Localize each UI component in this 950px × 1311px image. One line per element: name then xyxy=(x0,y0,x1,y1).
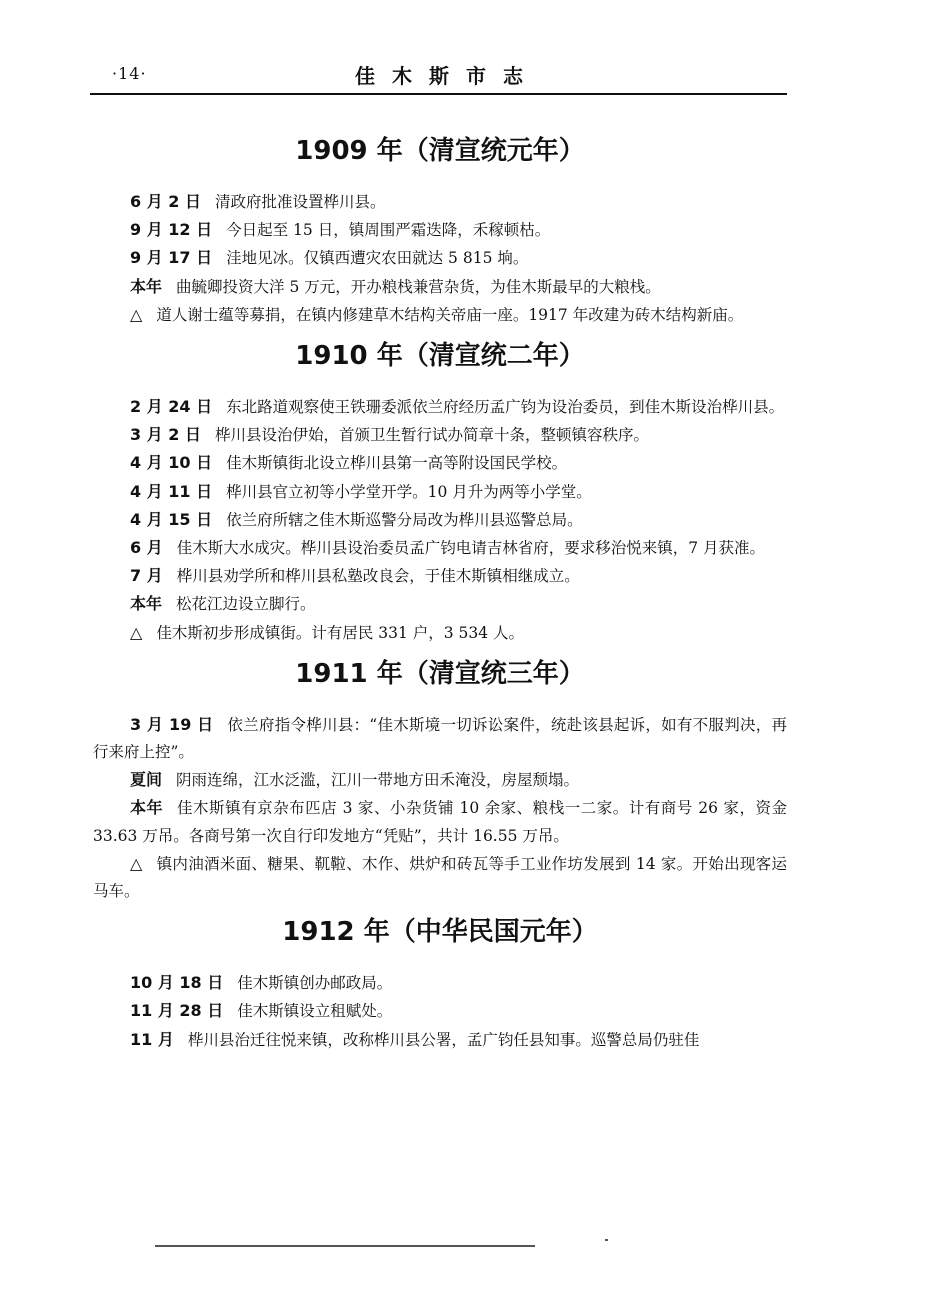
entry-date: 9 月 17 日 xyxy=(130,248,213,268)
entry-text: 桦川县官立初等小学堂开学。10 月升为两等小学堂。 xyxy=(226,482,592,501)
entry-text: 依兰府所辖之佳木斯巡警分局改为桦川县巡警总局。 xyxy=(226,510,583,529)
chronicle-entry xyxy=(93,711,787,766)
chronicle-content xyxy=(93,134,787,1064)
chronicle-entry xyxy=(93,273,787,301)
chronicle-entry xyxy=(93,506,787,534)
chronicle-entry xyxy=(93,478,787,506)
entry-date: 3 月 2 日 xyxy=(130,425,201,445)
entry-text: 今日起至 15 日，镇周围严霜迭降，禾稼顿枯。 xyxy=(226,221,551,240)
footer-mark xyxy=(605,1239,608,1241)
chronicle-entry xyxy=(93,421,787,449)
chronicle-entry xyxy=(93,534,787,562)
book-title: 佳木斯市志 xyxy=(355,64,540,88)
entry-text: 依兰府指令桦川县：“佳木斯境一切诉讼案件，统赴该县起诉，如有不服判决，再行来府上控”。 xyxy=(93,715,787,762)
chronicle-entry xyxy=(93,969,787,997)
entry-date: 10 月 18 日 xyxy=(130,973,224,993)
entry-text: 桦川县治迁往悦来镇，改称桦川县公署，孟广钧任县知事。巡警总局仍驻佳 xyxy=(187,1030,700,1049)
entry-text: 佳木斯初步形成镇街。计有居民 331 户，3 534 人。 xyxy=(156,623,525,642)
entry-text: 镇内油酒米面、糖果、靰鞡、木作、烘炉和砖瓦等手工业作坊发展到 14 家。开始出现客运马车。 xyxy=(93,854,787,901)
year-section-1909 xyxy=(93,134,787,329)
entry-text: 佳木斯大水成灾。桦川县设治委员孟广钧电请吉林省府，要求移治悦来镇，7 月获准。 xyxy=(176,539,766,558)
entry-date: 11 月 xyxy=(130,1029,174,1049)
entry-date: 3 月 19 日 xyxy=(130,714,214,734)
entry-text: 阴雨连绵，江水泛滥，江川一带地方田禾淹没，房屋颓塌。 xyxy=(176,771,580,790)
chronicle-entry xyxy=(93,562,787,590)
entry-date: △ xyxy=(130,853,143,873)
chronicle-entry xyxy=(93,590,787,618)
entry-text: 东北路道观察使王铁珊委派依兰府经历孟广钧为设治委员，到佳木斯设治桦川县。 xyxy=(226,398,785,417)
chronicle-entry xyxy=(93,794,787,849)
entry-date: 6 月 xyxy=(130,538,163,558)
entry-date: 4 月 11 日 xyxy=(130,481,213,501)
entry-date: △ xyxy=(130,622,143,642)
entry-date: 7 月 xyxy=(130,566,163,586)
year-heading: 1909 年（清宣统元年） xyxy=(295,136,585,166)
entry-date: 本年 xyxy=(130,594,163,614)
entry-date: 11 月 28 日 xyxy=(130,1001,224,1021)
footer-rule xyxy=(155,1245,535,1247)
entry-date: 夏间 xyxy=(130,770,163,790)
entry-text: 佳木斯镇有京杂布匹店 3 家、小杂货铺 10 余家、粮栈一二家。计有商号 26 家，资金 33.63 万吊。各商号第一次自行印发地方“凭贴”，共计 16.55 万吊。 xyxy=(93,799,787,845)
chronicle-entry xyxy=(93,619,787,647)
year-section-1912 xyxy=(93,915,787,1054)
year-heading: 1912 年（中华民国元年） xyxy=(282,917,598,948)
chronicle-entry xyxy=(93,188,787,216)
chronicle-entry xyxy=(93,766,787,794)
entry-text: 桦川县劝学所和桦川县私塾改良会，于佳木斯镇相继成立。 xyxy=(176,567,580,586)
entry-text: 清政府批准设置桦川县。 xyxy=(214,193,386,211)
entry-text: 曲毓卿投资大洋 5 万元，开办粮栈兼营杂货，为佳木斯最早的大粮栈。 xyxy=(176,277,661,296)
chronicle-entry xyxy=(93,393,787,421)
entry-date: 本年 xyxy=(130,276,163,296)
page-number: ·14· xyxy=(112,64,147,83)
chronicle-entry xyxy=(93,1026,787,1054)
entry-text: 佳木斯镇创办邮政局。 xyxy=(237,974,393,993)
entry-text: 佳木斯镇街北设立桦川县第一高等附设国民学校。 xyxy=(226,454,568,473)
entry-date: 4 月 10 日 xyxy=(130,453,213,473)
chronicle-entry xyxy=(93,216,787,244)
chronicle-entry xyxy=(93,244,787,272)
entry-date: 本年 xyxy=(130,798,164,818)
entry-date: 2 月 24 日 xyxy=(130,397,213,417)
year-heading: 1911 年（清宣统三年） xyxy=(295,658,585,689)
chronicle-entry xyxy=(93,449,787,477)
entry-date: △ xyxy=(130,304,143,324)
entry-text: 洼地见冰。仅镇西遭灾农田就达 5 815 垧。 xyxy=(226,249,529,268)
entry-text: 松花江边设立脚行。 xyxy=(176,595,316,614)
header-rule xyxy=(90,93,787,95)
chronicle-entry xyxy=(93,850,787,905)
chronicle-entry xyxy=(93,997,787,1025)
entry-date: 4 月 15 日 xyxy=(130,509,213,529)
entry-text: 桦川县设治伊始，首颁卫生暂行试办简章十条，整顿镇容秩序。 xyxy=(214,426,649,445)
entry-date: 9 月 12 日 xyxy=(130,220,213,240)
year-section-1910 xyxy=(93,339,787,647)
year-section-1911 xyxy=(93,657,787,905)
chronicle-entry xyxy=(93,301,787,329)
year-heading: 1910 年（清宣统二年） xyxy=(295,341,585,372)
entry-text: 道人谢士蕴等募捐，在镇内修建草木结构关帝庙一座。1917 年改建为砖木结构新庙。 xyxy=(156,305,744,324)
entry-text: 佳木斯镇设立租赋处。 xyxy=(237,1002,393,1021)
entry-date: 6 月 2 日 xyxy=(130,192,201,211)
